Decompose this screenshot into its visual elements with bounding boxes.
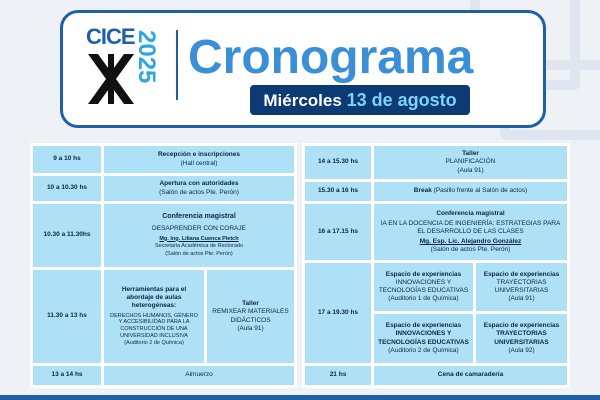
experience-body: INNOVACIONES Y TECNOLOGÍAS EDUCATIVAS bbox=[378, 330, 469, 346]
activity-title: Taller bbox=[462, 150, 479, 158]
workshop-place: (Aula 91) bbox=[237, 324, 264, 332]
time-cell bbox=[305, 366, 371, 385]
workshop-title: Taller bbox=[242, 300, 259, 308]
experience-place: (Aula 92) bbox=[508, 346, 535, 354]
activity-title: Recepción e inscripciones bbox=[157, 151, 240, 159]
experience-cell bbox=[476, 263, 567, 311]
time-label: 16 a 17.15 hs bbox=[317, 227, 359, 235]
activity-place: (Pasillo frente al Salón de actos) bbox=[433, 187, 528, 195]
activity-place: (Salón de actos Pte. Perón) bbox=[165, 251, 233, 258]
cice-logo bbox=[86, 24, 160, 108]
time-cell bbox=[305, 182, 371, 201]
workshop-place: (Auditorio 2 de Química) bbox=[124, 340, 184, 346]
schedule-left bbox=[30, 143, 297, 388]
activity-title: Conferencia magistral bbox=[162, 212, 236, 220]
activity-title: Cena de camaradería bbox=[437, 371, 504, 379]
time-cell bbox=[33, 176, 101, 201]
activity-subtitle: DESAPRENDER CON CORAJE bbox=[152, 224, 246, 232]
time-cell bbox=[33, 366, 101, 385]
workshop-body: DERECHOS HUMANOS, GÉNERO Y ACCESIBILIDAD PARA LA CONSTRUCCIÓN DE UNA UNIVERSIDAD INCLUSIVA bbox=[110, 312, 198, 340]
activity-cell bbox=[104, 176, 294, 201]
activity-cell bbox=[374, 366, 567, 385]
date-day: Miércoles bbox=[263, 91, 342, 110]
experience-body: TRAYECTORIAS UNIVERSITARIAS bbox=[494, 278, 549, 294]
workshop-body: REMIXEAR MATERIALES DIDÁCTICOS bbox=[212, 308, 289, 324]
workshop-cell bbox=[207, 270, 294, 363]
experience-title: Espacio de experiencias bbox=[483, 270, 560, 278]
date-banner bbox=[250, 85, 470, 115]
experience-place: (Auditorio 1 de Química) bbox=[388, 295, 459, 303]
workshop-title: Herramientas para el abordaje de aulas heterogéneas: bbox=[121, 286, 187, 310]
activity-cell bbox=[374, 182, 567, 201]
time-label: 11.30 a 13 hs bbox=[47, 312, 87, 320]
activity-cell bbox=[104, 366, 294, 385]
experience-title: Espacio de experiencias bbox=[385, 270, 462, 278]
time-label: 10 a 10.30 hs bbox=[46, 184, 88, 192]
activity-place: (Aula 91) bbox=[457, 166, 484, 174]
time-cell bbox=[33, 146, 101, 173]
activity-cell bbox=[104, 146, 294, 173]
activity-place: (Hall central) bbox=[180, 159, 218, 167]
logo-mark-icon bbox=[88, 54, 134, 104]
speaker-name: Mg. Esp. Lic. Alejandro González bbox=[419, 238, 522, 246]
header-divider bbox=[176, 30, 178, 100]
time-cell bbox=[305, 146, 371, 179]
activity-title: Almuerzo bbox=[185, 371, 213, 379]
time-label: 21 hs bbox=[329, 371, 347, 379]
schedule-right bbox=[302, 143, 570, 388]
time-label: 14 a 15.30 hs bbox=[317, 158, 359, 166]
activity-title: Conferencia magistral bbox=[436, 209, 505, 217]
time-cell bbox=[305, 204, 371, 260]
time-label: 15.30 a 16 hs bbox=[317, 187, 359, 195]
activity-title: Break bbox=[413, 187, 432, 195]
activity-cell bbox=[374, 146, 567, 179]
time-cell bbox=[33, 270, 101, 363]
experience-cell bbox=[476, 314, 567, 363]
logo-text: CICE bbox=[86, 24, 135, 49]
activity-cell bbox=[104, 204, 294, 267]
experience-place: (Auditorio 2 de Química) bbox=[388, 346, 459, 354]
activity-subtitle: PLANIFICACIÓN bbox=[445, 158, 496, 166]
time-label: 9 a 10 hs bbox=[53, 155, 81, 163]
experience-place: (Aula 91) bbox=[508, 295, 535, 303]
experience-body: TRAYECTORIAS UNIVERSITARIAS bbox=[494, 330, 549, 346]
speaker-name: Mg. Ing. Liliana Cuenca Pletch bbox=[159, 235, 239, 242]
experience-title: Espacio de experiencias bbox=[385, 322, 462, 330]
speaker-role: Secretaria Académica de Rectorado bbox=[154, 242, 244, 249]
time-label: 17 a 19.30 hs bbox=[317, 308, 359, 316]
page-title: Cronograma bbox=[188, 31, 474, 84]
activity-place: (Salón de actos Pte. Perón) bbox=[159, 188, 239, 196]
experience-cell bbox=[374, 263, 473, 311]
time-label: 13 a 14 hs bbox=[51, 371, 83, 379]
experience-title: Espacio de experiencias bbox=[483, 322, 560, 330]
time-label: 10.30 a 11.30hs bbox=[43, 231, 91, 239]
footer-bar bbox=[0, 395, 600, 400]
experience-cell bbox=[374, 314, 473, 363]
activity-place: (Salón de actos Pte. Perón) bbox=[430, 246, 511, 254]
date-value: 13 de agosto bbox=[346, 90, 457, 110]
time-cell bbox=[33, 204, 101, 267]
activity-subtitle: IA EN LA DOCENCIA DE INGENIERÍA: ESTRATEGIAS PARA EL DESARROLLO DE LAS CLASES bbox=[380, 219, 561, 235]
time-cell bbox=[305, 263, 371, 363]
experience-body: INNOVACIONES Y TECNOLOGÍAS EDUCATIVAS bbox=[378, 278, 469, 294]
activity-cell bbox=[374, 204, 567, 260]
workshop-cell bbox=[104, 270, 204, 363]
logo-year: 2025 bbox=[133, 30, 160, 84]
activity-title: Apertura con autoridades bbox=[159, 180, 239, 188]
